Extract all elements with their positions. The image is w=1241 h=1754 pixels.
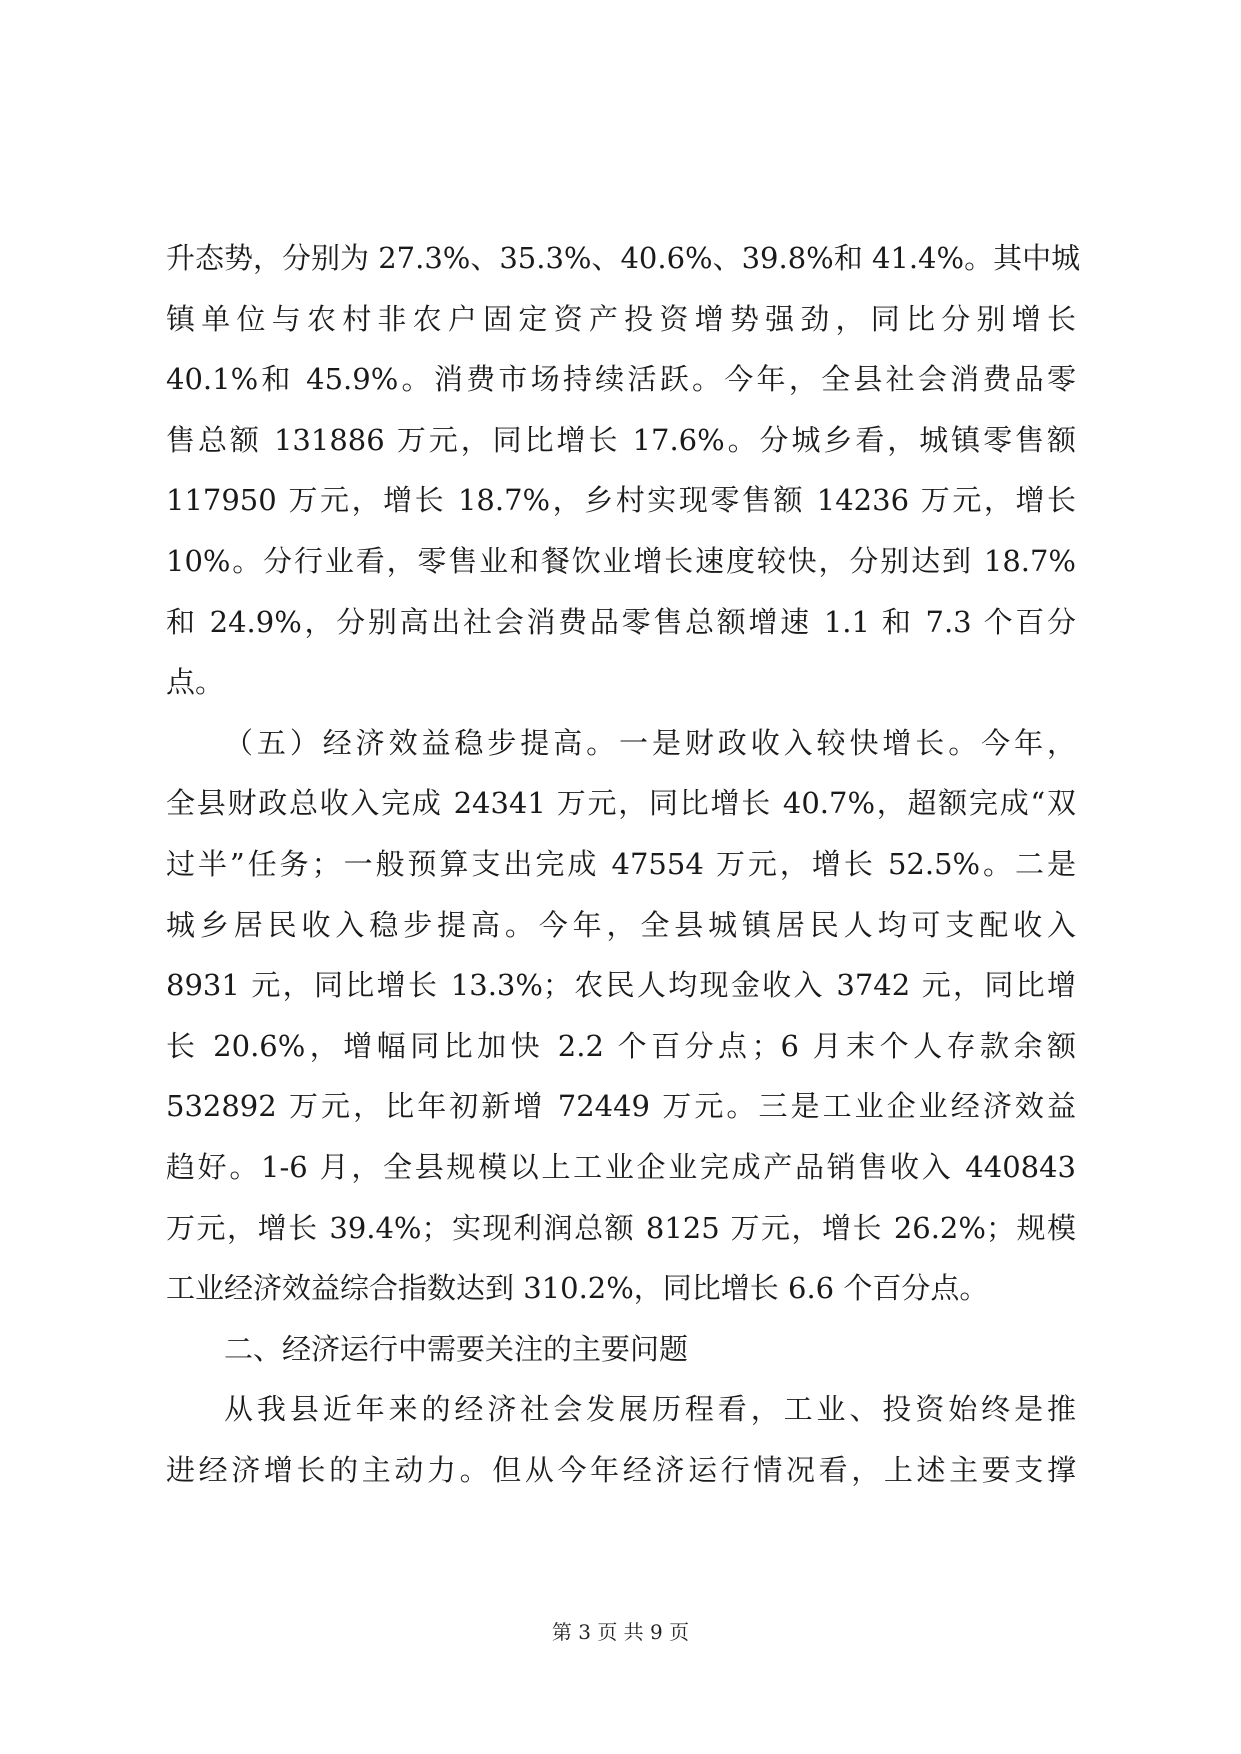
text-line: 40.1%和 45.9%。消费市场持续活跃。今年，全县社会消费品零 [166, 362, 1076, 397]
page-number-footer: 第 3 页 共 9 页 [551, 1620, 690, 1644]
text-line: 升态势，分别为 27.3%、35.3%、40.6%、39.8%和 41.4%。其中城 [166, 241, 1081, 275]
text-line: 镇单位与农村非农户固定资产投资增势强劲，同比分别增长 [166, 301, 1076, 336]
text-line: 8931 元，同比增长 13.3%；农民人均现金收入 3742 元，同比增 [166, 968, 1076, 1003]
text-line: 过半”任务；一般预算支出完成 47554 万元，增长 52.5%。二是 [166, 846, 1076, 881]
text-line: 点。 [166, 665, 225, 700]
text-line: 工业经济效益综合指数达到 310.2%，同比增长 6.6 个百分点。 [166, 1271, 989, 1306]
text-line: 117950 万元，增长 18.7%，乡村实现零售额 14236 万元，增长 [166, 483, 1076, 518]
text-line: 万元，增长 39.4%；实现利润总额 8125 万元，增长 26.2%；规模 [166, 1210, 1076, 1245]
document-body [166, 228, 1081, 1500]
text-line: 从我县近年来的经济社会发展历程看，工业、投资始终是推 [224, 1392, 1076, 1427]
text-line: 趋好。1-6 月，全县规模以上工业企业完成产品销售收入 440843 [166, 1149, 1076, 1184]
text-line: 全县财政总收入完成 24341 万元，同比增长 40.7%，超额完成“双 [166, 786, 1076, 821]
section-heading: 二、经济运行中需要关注的主要问题 [224, 1331, 689, 1366]
text-line: 532892 万元，比年初新增 72449 万元。三是工业企业经济效益 [166, 1089, 1076, 1124]
text-line: 售总额 131886 万元，同比增长 17.6%。分城乡看，城镇零售额 [166, 422, 1076, 457]
text-line: 城乡居民收入稳步提高。今年，全县城镇居民人均可支配收入 [166, 907, 1076, 942]
paragraph-heading-line: （五）经济效益稳步提高。一是财政收入较快增长。今年， [224, 725, 1076, 760]
text-line: 10%。分行业看，零售业和餐饮业增长速度较快，分别达到 18.7% [166, 543, 1076, 578]
text-line: 和 24.9%，分别高出社会消费品零售总额增速 1.1 和 7.3 个百分 [166, 604, 1076, 639]
text-line: 进经济增长的主动力。但从今年经济运行情况看，上述主要支撑 [166, 1452, 1076, 1487]
text-line: 长 20.6%，增幅同比加快 2.2 个百分点；6 月末个人存款余额 [166, 1028, 1076, 1063]
